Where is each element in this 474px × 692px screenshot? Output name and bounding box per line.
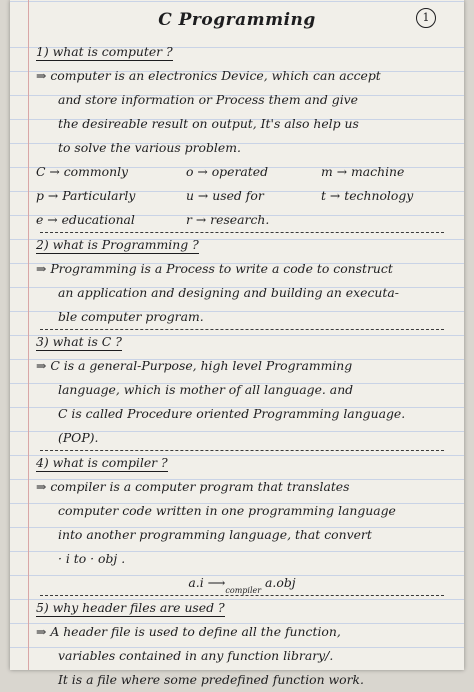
notebook-page <box>10 0 464 687</box>
answer-line: and store information or Process them and give <box>58 92 359 107</box>
definition-row <box>36 184 448 208</box>
formula-source: a.i <box>188 575 204 590</box>
question-5 <box>36 596 448 620</box>
answer-line: ⇒ C is a general-Purpose, high level Programming <box>36 358 353 373</box>
notes-content <box>36 40 448 692</box>
question-2-text: 2) what is Programming ? <box>36 237 199 252</box>
compiler-formula <box>36 571 448 595</box>
answer-line: an application and designing and building an executa- <box>58 285 399 300</box>
answer-line: ⇒ Programming is a Process to write a code to construct <box>36 261 393 276</box>
question-3 <box>36 330 448 354</box>
definition-item: e → educational <box>36 212 135 227</box>
formula-target: a.obj <box>265 575 296 590</box>
arrow-icon: ⟶ <box>207 575 226 590</box>
answer-line: the desireable result on output, It's also help us <box>58 116 359 131</box>
answer-line: to solve the various problem. <box>58 140 241 155</box>
question-3-text: 3) what is C ? <box>36 334 122 349</box>
formula-arrow-label: compiler <box>225 586 262 595</box>
definition-item: t → technology <box>321 188 414 203</box>
answer-line: variables contained in any function library/. <box>58 648 334 663</box>
answer-line: C is called Procedure oriented Programming language. <box>58 406 406 421</box>
definition-item: o → operated <box>186 164 268 179</box>
answer-line: (POP). <box>58 430 99 445</box>
margin-line <box>28 0 29 670</box>
definition-item: m → machine <box>321 164 405 179</box>
question-2 <box>36 233 448 257</box>
question-4 <box>36 451 448 475</box>
answer-line: ⇒ computer is an electronics Device, which can accept <box>36 68 381 83</box>
answer-line: into another programming language, that convert <box>58 527 372 542</box>
definition-item: C → commonly <box>36 164 129 179</box>
question-1-text: 1) what is computer ? <box>36 44 173 59</box>
definition-row <box>36 208 448 232</box>
answer-line: ⇒ compiler is a computer program that translates <box>36 479 350 494</box>
question-5-text: 5) why header files are used ? <box>36 600 225 615</box>
definition-item: p → Particularly <box>36 188 136 203</box>
definition-row <box>36 160 448 184</box>
page-number: 1 <box>416 8 436 28</box>
answer-line: It is a file where some predefined function work. <box>58 672 364 687</box>
definition-item: u → used for <box>186 188 264 203</box>
page-title: C Programming <box>158 10 316 30</box>
question-1 <box>36 40 448 64</box>
answer-line: computer code written in one programming language <box>58 503 396 518</box>
answer-line: ⇒ A header file is used to define all the function, <box>36 624 341 639</box>
question-4-text: 4) what is compiler ? <box>36 455 168 470</box>
answer-line: · i to · obj . <box>58 551 126 566</box>
answer-line: language, which is mother of all language. and <box>58 382 354 397</box>
answer-line: ble computer program. <box>58 309 204 324</box>
definition-item: r → research. <box>186 212 270 227</box>
